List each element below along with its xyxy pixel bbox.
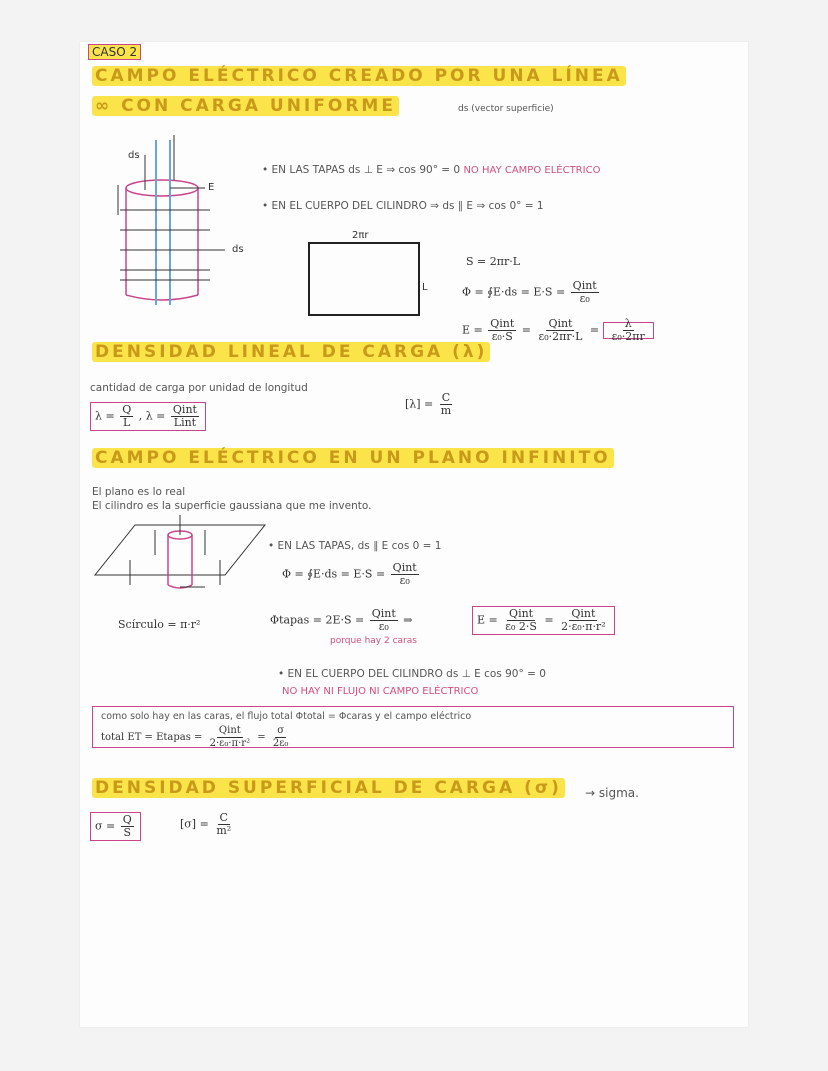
- total-note-2: total ET = Etapas = $\frac{\text{Qint}}{\text{2·ε₀·π·r²}}$ = $\frac{\sigma}{\text{2ε₀}}$: [101, 725, 289, 749]
- eq-surface: S = 2πr·L: [466, 255, 521, 268]
- porque-note: porque hay 2 caras: [330, 636, 417, 646]
- eq-plane-field: E = $\frac{\text{Qint}}{\text{ε₀ 2·S}}$ = $\frac{\text{Qint}}{\text{2·ε₀·π·r²}}$: [472, 606, 615, 635]
- no-flux-note: NO HAY NI FLUJO NI CAMPO ELÉCTRICO: [282, 686, 479, 697]
- plane-note-2: El cilindro es la superficie gaussiana que me invento.: [92, 500, 372, 512]
- rect-top-label: 2πr: [352, 230, 369, 241]
- ds-side-label: ds: [232, 244, 244, 255]
- section-3-heading: CAMPO ELÉCTRICO EN UN PLANO INFINITO: [92, 448, 614, 468]
- unrolled-surface-rect: [308, 242, 420, 316]
- section-1-heading: CAMPO ELÉCTRICO CREADO POR UNA LÍNEA: [92, 66, 626, 86]
- sigma-units: [σ] = $\frac{C}{\text{m²}}$: [180, 811, 232, 837]
- ds-label: ds: [128, 150, 140, 161]
- lambda-formula: λ = $\frac{Q}{L}$ , λ = $\frac{\text{Qint}}{\text{Lint}}$: [90, 402, 206, 431]
- bullet-plane-cuerpo: • EN EL CUERPO DEL CILINDRO ds ⊥ E cos 90° = 0: [278, 668, 546, 680]
- circle-area: Scírculo = π·r²: [118, 618, 201, 631]
- section-4-heading: DENSIDAD SUPERFICIAL DE CARGA (σ): [92, 778, 565, 798]
- bullet-cuerpo: • EN EL CUERPO DEL CILINDRO ⇒ ds ∥ E ⇒ cos 0° = 1: [262, 200, 544, 212]
- lambda-units: [λ] = $\frac{C}{m}$: [405, 391, 452, 417]
- e-label: E: [208, 182, 215, 193]
- sigma-label: → sigma.: [585, 786, 639, 800]
- eq-field: E = $\frac{\text{Qint}}{\text{ε₀·S}}$ = $\frac{\text{Qint}}{\text{ε₀·2πr·L}}$ = $\frac{\lambda}{\text{ε₀·2πr}}$: [462, 318, 654, 343]
- plane-note-1: El plano es lo real: [92, 486, 186, 498]
- case-tag: CASO 2: [88, 44, 141, 60]
- section-1-heading-line2: ∞ CON CARGA UNIFORME: [92, 96, 399, 116]
- section-2-heading: DENSIDAD LINEAL DE CARGA (λ): [92, 342, 490, 362]
- cylinder-line-diagram: [100, 130, 260, 320]
- total-field-box: [92, 706, 734, 748]
- sigma-formula: σ = $\frac{Q}{S}$: [90, 812, 141, 841]
- eq-plane-flux: Φ = ∮E·ds = E·S = $\frac{\text{Qint}}{\text{ε₀}}$: [282, 561, 417, 587]
- total-note-1: como solo hay en las caras, el flujo total Φtotal = Φcaras y el campo eléctrico: [101, 711, 472, 722]
- eq-flux: Φ = ∮E·ds = E·S = $\frac{\text{Qint}}{\text{ε₀}}$: [462, 279, 597, 305]
- bullet-plane-tapas: • EN LAS TAPAS, ds ∥ E cos 0 = 1: [268, 540, 442, 552]
- ds-note: ds (vector superficie): [458, 104, 554, 114]
- eq-flux-tapas: Φtapas = 2E·S = $\frac{\text{Qint}}{\text{ε₀}}$ ⇒: [270, 607, 413, 633]
- rect-side-label: L: [422, 282, 428, 293]
- lambda-definition: cantidad de carga por unidad de longitud: [90, 382, 308, 394]
- bullet-tapas: • EN LAS TAPAS ds ⊥ E ⇒ cos 90° = 0 NO HAY CAMPO ELÉCTRICO: [262, 164, 601, 176]
- plane-cylinder-diagram: [95, 515, 265, 615]
